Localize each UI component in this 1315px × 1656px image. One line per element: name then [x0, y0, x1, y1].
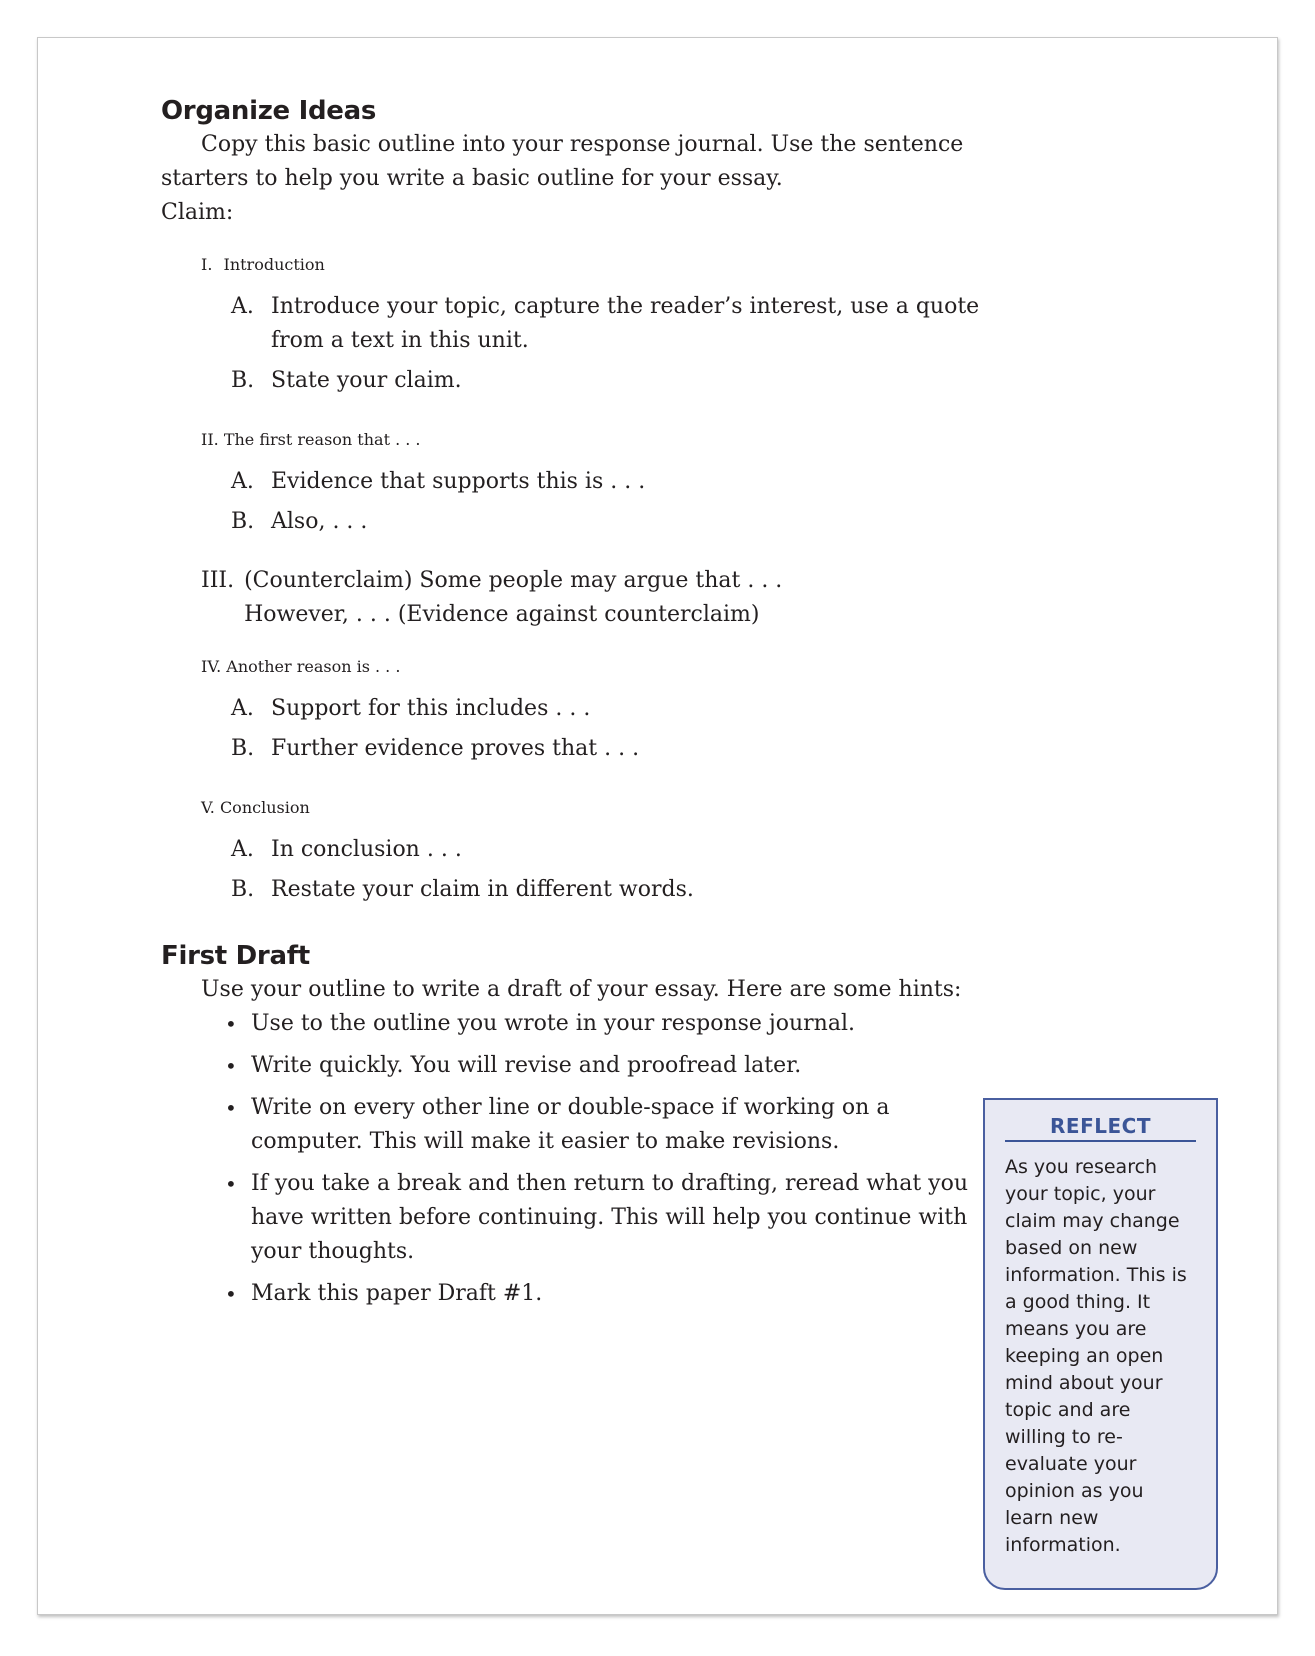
bullet-icon: •	[225, 1172, 237, 1196]
outline-label: III.	[201, 568, 235, 593]
outline-sublabel: B.	[231, 736, 255, 761]
outline-text: The first reason that . . .	[223, 430, 421, 449]
outline-sublabel: A.	[231, 837, 254, 862]
outline-text-line2: However, . . . (Evidence against counterclaim)	[244, 602, 760, 627]
outline-label: IV.	[201, 657, 222, 676]
reflect-title: REFLECT	[1005, 1114, 1196, 1142]
bullet-icon: •	[225, 1012, 237, 1036]
document-page	[37, 37, 1278, 1615]
reflect-sidebar-box	[983, 1098, 1218, 1590]
list-item	[225, 1277, 991, 1311]
outline-text-line1: (Counterclaim) Some people may argue that . . .	[244, 568, 783, 593]
outline-subitem	[231, 732, 991, 766]
outline-item-ii	[201, 423, 991, 457]
claim-label: Claim:	[161, 200, 234, 225]
outline-item-v	[201, 791, 991, 825]
outline-subtext: Evidence that supports this is . . .	[271, 469, 646, 494]
outline-subtext: Further evidence proves that . . .	[271, 736, 640, 761]
outline-subtext: State your claim.	[271, 368, 462, 393]
list-item-text: Mark this paper Draft #1.	[251, 1281, 543, 1306]
outline-subitem	[231, 833, 991, 867]
list-item	[225, 1007, 991, 1041]
outline-sublabel: B.	[231, 509, 255, 534]
organize-ideas-heading: Organize Ideas	[161, 96, 377, 126]
outline-sublabel: B.	[231, 368, 255, 393]
draft-intro: Use your outline to write a draft of your essay. Here are some hints:	[201, 977, 962, 1002]
first-draft-heading: First Draft	[161, 941, 310, 971]
outline-sublabel: A.	[231, 469, 254, 494]
reflect-text: As you research your topic, your claim may change based on new information. This is a good thing. It means you are keeping an open mind about your topic and are willing to re-evaluate your opinion as you learn new information.	[1005, 1156, 1187, 1556]
outline-text: Introduction	[223, 255, 325, 274]
outline-subitem	[231, 465, 991, 499]
outline-item-i	[201, 248, 991, 282]
main-content	[161, 94, 991, 1311]
outline-item-iii	[201, 564, 991, 632]
outline-subtext: Support for this includes . . .	[271, 696, 591, 721]
outline-subitem	[231, 290, 991, 358]
outline-subitem	[231, 692, 991, 726]
list-item-text: Use to the outline you wrote in your response journal.	[251, 1011, 855, 1036]
outline-subitem	[231, 505, 991, 539]
bullet-icon: •	[225, 1096, 237, 1120]
bullet-icon: •	[225, 1282, 237, 1306]
list-item-text: Write quickly. You will revise and proofread later.	[251, 1053, 802, 1078]
outline-subtext: Restate your claim in different words.	[271, 877, 694, 902]
organize-intro: Copy this basic outline into your response journal. Use the sentence starters to help you write a basic outline for your essay.	[161, 132, 964, 191]
outline-subitem	[231, 364, 991, 398]
outline-item-iv	[201, 650, 991, 684]
outline-text: Conclusion	[219, 798, 310, 817]
bullet-icon: •	[225, 1054, 237, 1078]
list-item-text: If you take a break and then return to drafting, reread what you have written before continuing. This will help you continue with your thoughts.	[251, 1171, 969, 1264]
outline-label: II.	[201, 430, 219, 449]
outline-subitem	[231, 873, 991, 907]
list-item	[225, 1049, 991, 1083]
outline-label: I.	[201, 255, 213, 274]
outline-sublabel: B.	[231, 877, 255, 902]
outline-subtext: Introduce your topic, capture the reader’s interest, use a quote from a text in this unit.	[271, 294, 980, 353]
outline-label: V.	[201, 798, 215, 817]
outline-text	[244, 564, 991, 632]
list-item	[225, 1091, 991, 1159]
outline-text: Another reason is . . .	[226, 657, 401, 676]
list-item-text: Write on every other line or double-space if working on a computer. This will make it easier to make revisions.	[251, 1095, 890, 1154]
draft-hints-list	[161, 1007, 991, 1311]
list-item	[225, 1167, 991, 1269]
outline-sublabel: A.	[231, 696, 254, 721]
outline-subtext: In conclusion . . .	[271, 837, 462, 862]
outline-sublabel: A.	[231, 294, 254, 319]
outline-subtext: Also, . . .	[271, 509, 368, 534]
